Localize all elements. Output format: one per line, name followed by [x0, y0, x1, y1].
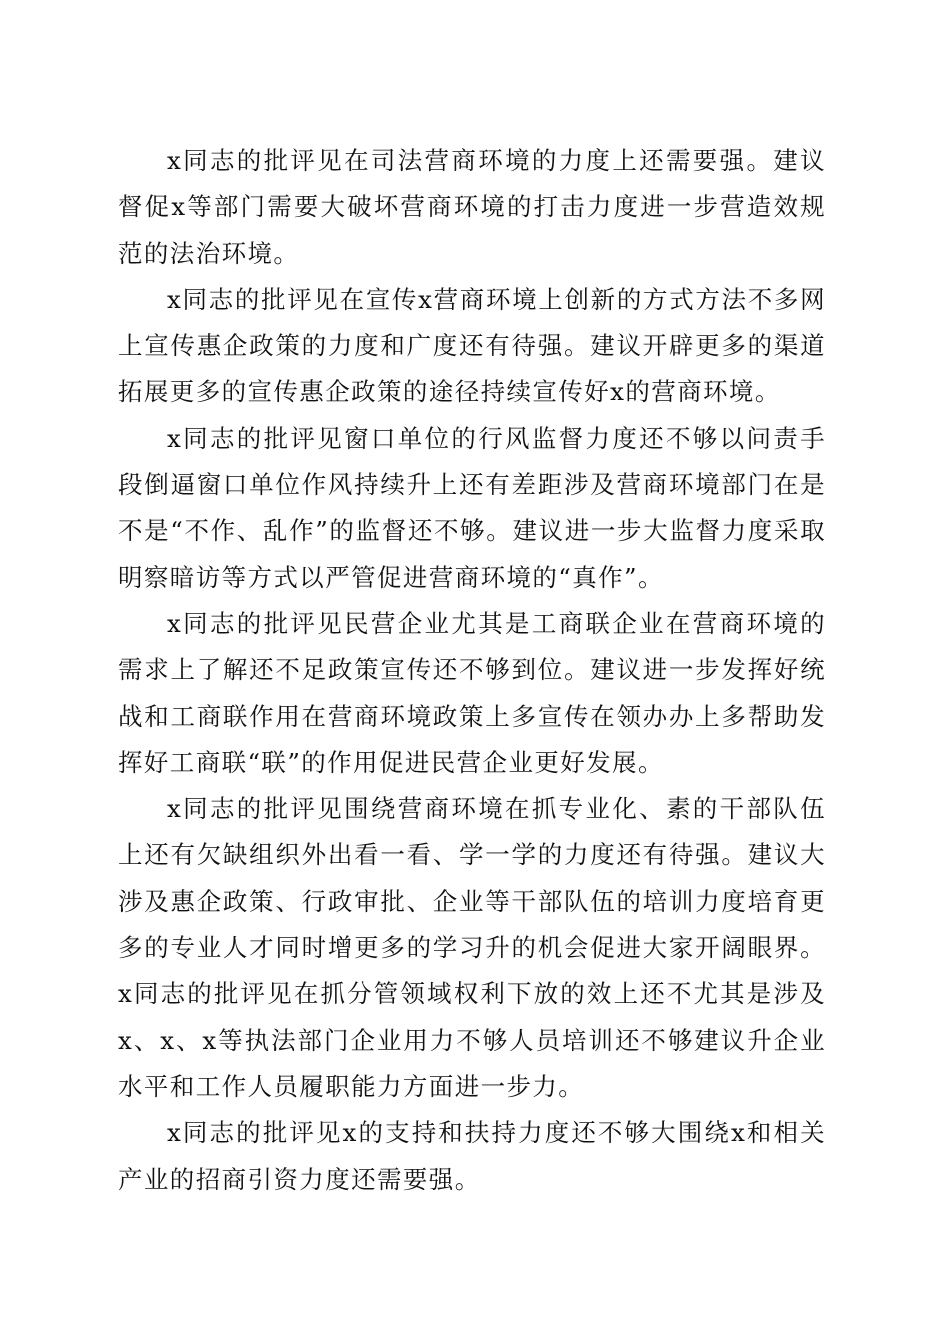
paragraph: x同志的批评见x的支持和扶持力度还不够大围绕x和相关产业的招商引资力度还需要强。 [118, 1118, 826, 1194]
paragraph: x同志的批评见在司法营商环境的力度上还需要强。建议督促x等部门需要大破坏营商环境的打击力度进一步营造效规范的法治环境。 [118, 146, 826, 268]
paragraph: x同志的批评见在宣传x营商环境上创新的方式方法不多网上宣传惠企政策的力度和广度还有待强。建议开辟更多的渠道拓展更多的宣传惠企政策的途径持续宣传好x的营商环境。 [118, 284, 826, 407]
paragraph: x同志的批评见围绕营商环境在抓专业化、素的干部队伍上还有欠缺组织外出看一看、学一学的力度还有待强。建议大涉及惠企政策、行政审批、企业等干部队伍的培训力度培育更多的专业人才同时增更多的学习升的机会促进大家开阔眼界。x同志的批评见在抓分管领域权利下放的效上还不尤其是涉及x、x、x等执法部门企业用力不够人员培训还不够建议升企业水平和工作人员履职能力方面进一步力。 [118, 794, 826, 1101]
document-body [118, 138, 826, 1203]
paragraph: x同志的批评见民营企业尤其是工商联企业在营商环境的需求上了解还不足政策宣传还不够到位。建议进一步发挥好统战和工商联作用在营商环境政策上多宣传在领办办上多帮助发挥好工商联“联”的作用促进民营企业更好发展。 [118, 608, 826, 777]
paragraph: x同志的批评见窗口单位的行风监督力度还不够以问责手段倒逼窗口单位作风持续升上还有差距涉及营商环境部门在是不是“不作、乱作”的监督还不够。建议进一步大监督力度采取明察暗访等方式以严管促进营商环境的“真作”。 [118, 423, 826, 592]
